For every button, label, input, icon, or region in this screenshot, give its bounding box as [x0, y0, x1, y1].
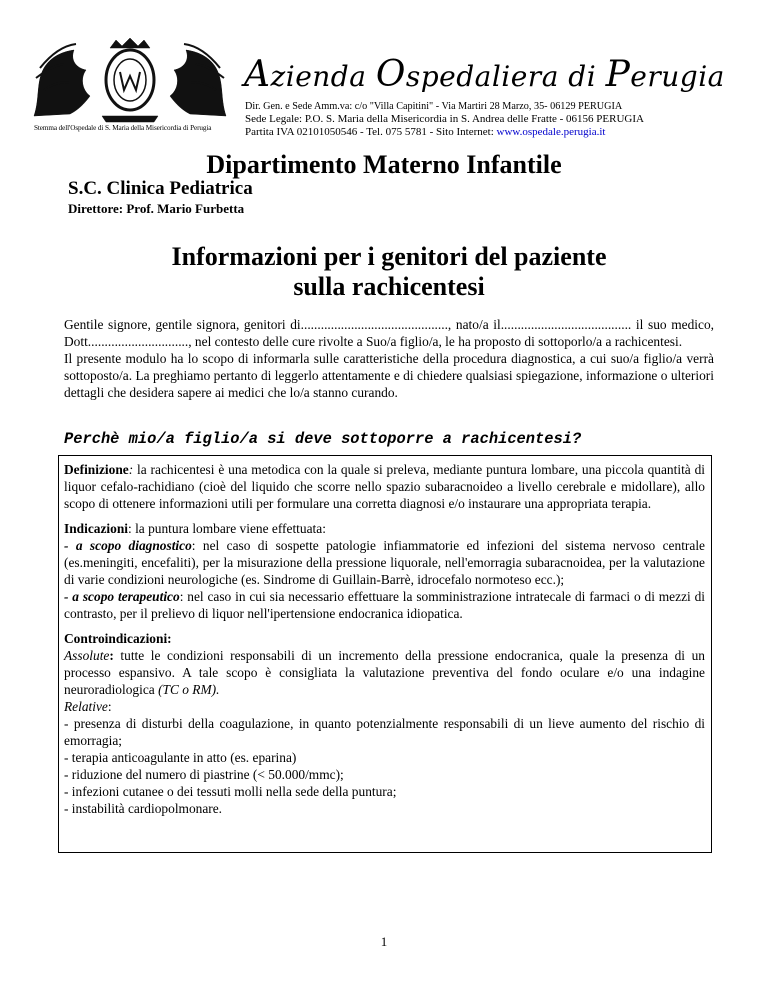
info-box: [58, 455, 712, 853]
vat-phone-text: Partita IVA 02101050546 - Tel. 075 5781 - Sito Internet:: [245, 126, 497, 138]
list-item: - presenza di disturbi della coagulazione, in quanto potenzialmente responsabili di un lieve aumento del rischio di emorragia;: [64, 716, 705, 748]
crest-caption: Stemma dell'Ospedale di S. Maria della Misericordia di Perugia: [34, 124, 212, 132]
indications-paragraph: Indicazioni: la puntura lombare viene effettuata: - a scopo diagnostico: nel caso di sospette patologie infiammatorie ed infezioni del sistema nervoso centrale (es.meningiti, encefaliti), per la misurazione della pressione liquorale, nell'emorragia subaracnoidea, per la valutazione di varie condizioni neurologiche (es. Sindrome di Guillain-Barrè, idrocefalo normoteso ecc.); - a scopo terapeutico: nel caso in cui sia necessario effettuare la somministrazione intratecale di farmaci o di mezzi di contrasto, per il prelievo di liquor nell'ipertensione endocranica idiopatica.: [64, 521, 705, 621]
title-line-1: Informazioni per i genitori del paziente: [171, 242, 607, 271]
address-line-3: [245, 126, 605, 139]
hospital-name: Azienda Ospedaliera di Perugia: [244, 54, 725, 95]
address-line-2: Sede Legale: P.O. S. Maria della Misericordia in S. Andrea delle Fratte - 06156 PERUGIA: [245, 113, 644, 125]
contraindications-paragraph: Controindicazioni: Assolute: tutte le condizioni responsabili di un incremento della pressione endocranica, quale la presenza di un processo espansivo. A tale scopo è consigliata la valutazione preventiva del fondo oculare e/o una indagine neuroradiologica (TC o RM). Relative: - presenza di disturbi della coagulazione, in quanto potenzialmente responsabili di un lieve aumento del rischio di emorragia; - terapia anticoagulante in atto (es. eparina) - riduzione del numero di piastrine (< 50.000/mmc); - infezioni cutanee o dei tessuti molli nella sede della puntura; - instabilità cardiopolmonare.: [64, 631, 705, 816]
list-item: - terapia anticoagulante in atto (es. eparina): [64, 750, 297, 765]
intro-paragraph-1: Gentile signore, gentile signora, genitori di............................................, nato/a il....................................... il suo medico, Dott.............................., nel contesto delle cure rivolte a Suo/a figlio/a, le ha proposto di sottoporlo/a a rachicentesi.: [64, 317, 714, 349]
title-line-2: sulla rachicentesi: [293, 272, 485, 301]
list-item: - infezioni cutanee o dei tessuti molli nella sede della puntura;: [64, 784, 397, 799]
website-link[interactable]: www.ospedale.perugia.it: [496, 126, 606, 138]
intro-text: [64, 316, 714, 401]
page-number: 1: [380, 934, 388, 949]
list-item: - instabilità cardiopolmonare.: [64, 801, 223, 816]
director-line: Direttore: Prof. Mario Furbetta: [68, 201, 245, 216]
address-line-1: Dir. Gen. e Sede Amm.va: c/o "Villa Capitini" - Via Martiri 28 Marzo, 35- 06129 PERUGIA: [245, 101, 623, 112]
list-item: - riduzione del numero di piastrine (< 50.000/mmc);: [64, 767, 344, 782]
definition-paragraph: Definizione: la rachicentesi è una metodica con la quale si preleva, mediante puntura lombare, una piccola quantità di liquor cefalo-rachidiano (cioè del liquido che scorre nello spazio subaracnoideo a livello cerebrale e midollare), allo scopo di ottenere informazioni utili per formulare una corretta diagnosi e/o instaurare una appropriata terapia.: [64, 462, 705, 511]
document-title: [0, 242, 768, 302]
section-question-heading: Perchè mio/a figlio/a si deve sottoporre a rachicentesi?: [64, 430, 582, 448]
intro-paragraph-2: Il presente modulo ha lo scopo di informarla sulle caratteristiche della procedura diagnostica, a cui suo/a figlio/a verrà sottoposto/a. La preghiamo pertanto di leggerlo attentamente e di chiedere qualsiasi spiegazione, informazione o ulteriori dettagli che desidera sapere ai medici che lo/a stanno curando.: [64, 351, 714, 400]
unit-name: S.C. Clinica Pediatrica: [68, 178, 253, 199]
hospital-crest-logo: [30, 38, 230, 124]
department-title: Dipartimento Materno Infantile: [206, 150, 562, 179]
